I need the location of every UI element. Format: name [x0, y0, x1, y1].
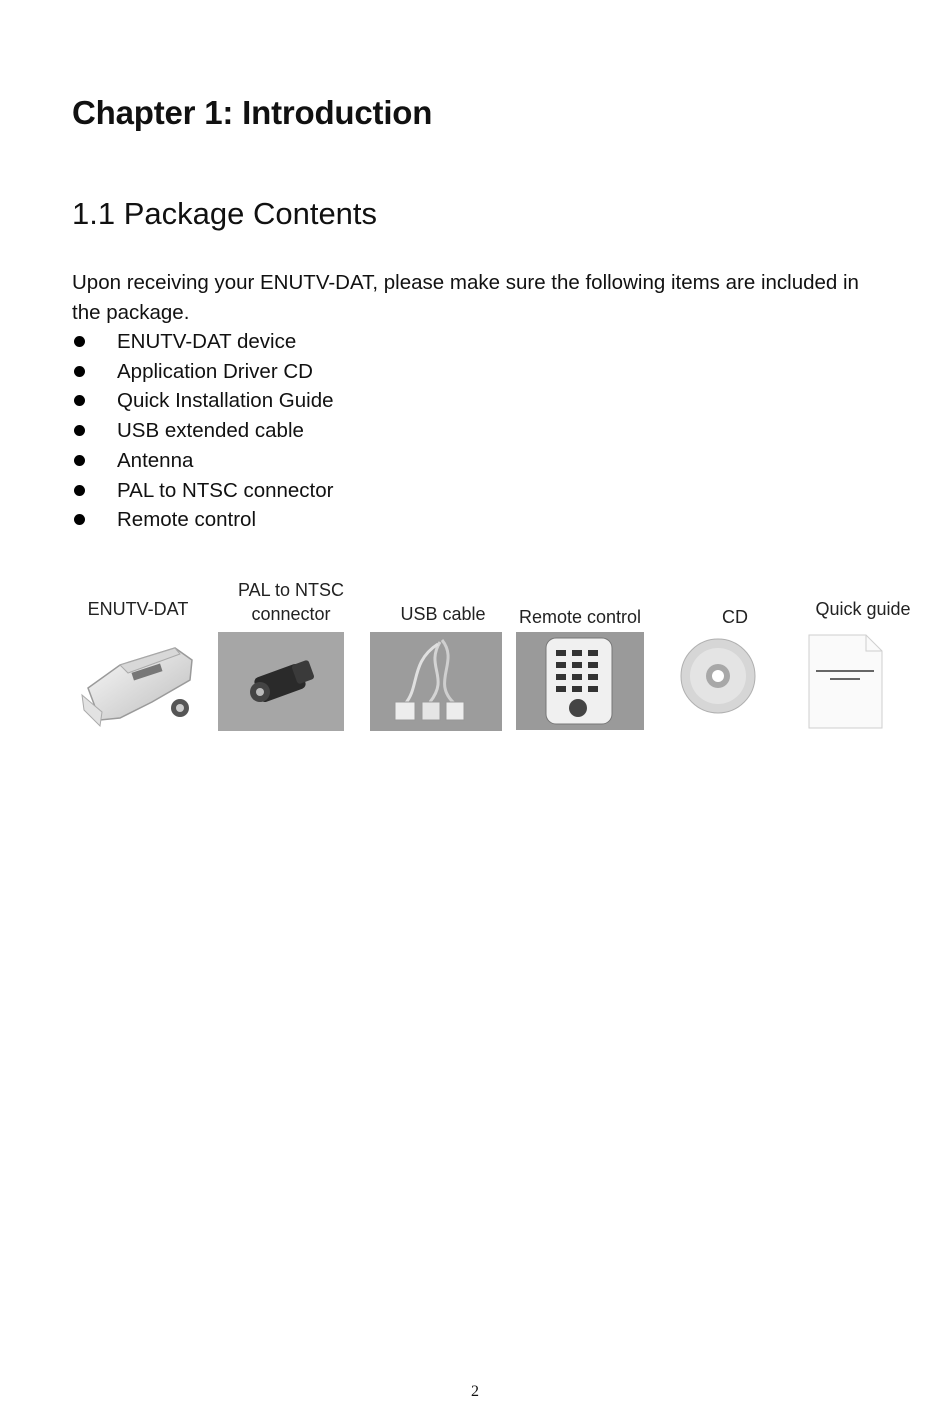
device-label: ENUTV-DAT	[87, 599, 189, 619]
connector-label-line2: connector	[251, 604, 331, 624]
usb-cable-image	[370, 632, 502, 731]
connector-label	[218, 578, 364, 626]
bullet-icon	[74, 455, 85, 466]
quick-guide-image	[806, 632, 886, 732]
list-item-text: PAL to NTSC connector	[117, 478, 334, 502]
bullet-icon	[74, 366, 85, 377]
chapter-title: Chapter 1: Introduction	[72, 94, 433, 131]
list-item-text: Quick Installation Guide	[117, 389, 334, 413]
package-contents-figure	[0, 570, 950, 750]
remote-label: Remote control	[518, 607, 642, 627]
page-number: 2	[471, 1383, 479, 1400]
bullet-icon	[74, 425, 85, 436]
list-item-text: USB extended cable	[117, 419, 304, 443]
section-title: 1.1 Package Contents	[72, 196, 378, 231]
device-image	[80, 640, 205, 735]
list-item	[72, 327, 334, 357]
list-item	[72, 476, 334, 506]
list-item	[72, 416, 334, 446]
intro-paragraph: Upon receiving your ENUTV-DAT, please make sure the following items are included in the package.	[72, 271, 859, 324]
cd-label: CD	[722, 607, 748, 627]
list-item-text: Antenna	[117, 448, 194, 472]
bullet-icon	[74, 514, 85, 525]
list-item-text: Application Driver CD	[117, 359, 313, 383]
list-item	[72, 357, 334, 387]
package-contents-list	[72, 327, 334, 535]
list-item-text: ENUTV-DAT device	[117, 330, 297, 353]
list-item	[72, 386, 334, 416]
usb-label: USB cable	[400, 604, 486, 624]
cd-image	[678, 636, 758, 716]
guide-label: Quick guide	[815, 599, 911, 619]
connector-image	[218, 632, 344, 731]
list-item	[72, 505, 334, 535]
bullet-icon	[74, 395, 85, 406]
remote-control-image	[516, 632, 644, 730]
connector-label-line1: PAL to NTSC	[237, 580, 345, 600]
list-item	[72, 446, 334, 476]
bullet-icon	[74, 336, 85, 347]
list-item-text: Remote control	[117, 508, 257, 532]
bullet-icon	[74, 485, 85, 496]
